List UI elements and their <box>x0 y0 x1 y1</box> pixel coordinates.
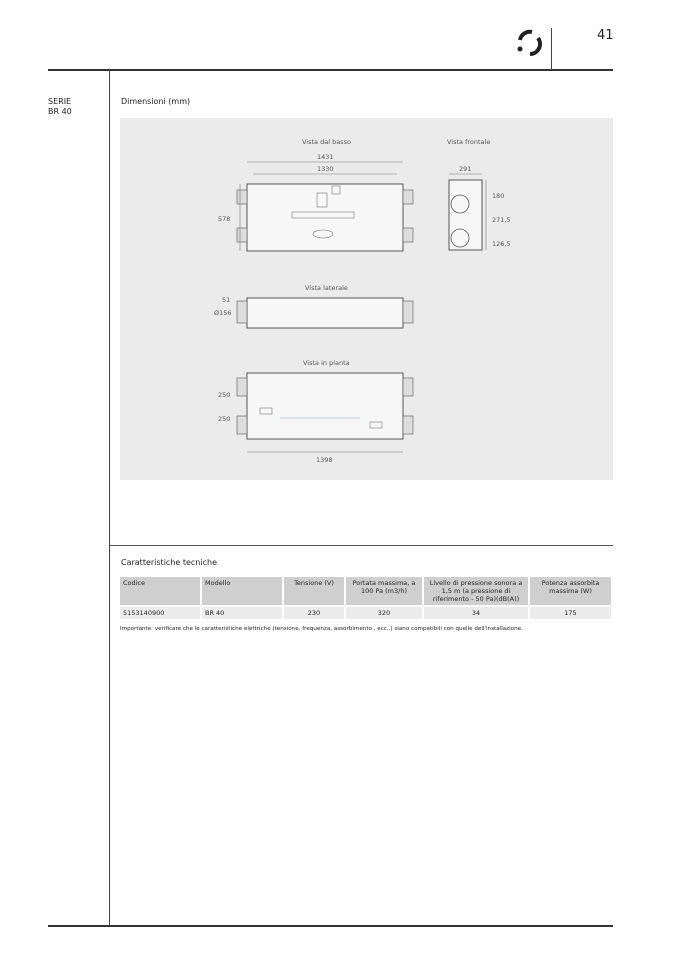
dim-width-inner: 1330 <box>317 165 334 173</box>
section-rule <box>110 545 613 546</box>
dim-plan-250a: 250 <box>218 391 231 399</box>
cell-potenza: 175 <box>529 606 612 619</box>
cell-portata: 320 <box>345 606 423 619</box>
dim-plan-width: 1398 <box>316 456 333 464</box>
view-title-front: Vista frontale <box>447 138 491 146</box>
dim-height-bottom: 578 <box>218 215 231 223</box>
page-number: 41 <box>597 28 614 43</box>
header-divider <box>551 28 552 70</box>
dim-front-width: 291 <box>459 165 472 173</box>
cell-tensione: 230 <box>283 606 345 619</box>
view-title-bottom: Vista dal basso <box>302 138 351 146</box>
sidebar-divider <box>109 70 110 926</box>
brand-logo-icon <box>514 28 544 58</box>
dim-side-51: 51 <box>222 296 231 304</box>
series-label: SERIE <box>48 97 72 106</box>
dimensions-title: Dimensioni (mm) <box>121 97 191 106</box>
specs-title: Caratteristiche tecniche <box>121 558 217 567</box>
front-view-body <box>449 180 482 250</box>
dim-side-diam: Ø156 <box>214 309 232 317</box>
header-portata: Portata massima, a 100 Pa (m3/h) <box>345 577 423 606</box>
side-view-body <box>247 298 403 328</box>
bottom-view-body <box>247 184 403 251</box>
dim-front-180: 180 <box>492 192 505 200</box>
cell-livello: 34 <box>423 606 529 619</box>
dim-width-total: 1431 <box>317 153 334 161</box>
plan-view-body <box>247 373 403 439</box>
cell-codice: 5153140900 <box>120 606 201 619</box>
specs-note: Importante: verificare che le caratteristiche elettriche (tensione, frequenza, assorbimento , ecc..) siano compatibili con quelle dell'installazione. <box>120 626 523 632</box>
dimension-drawing <box>120 118 613 480</box>
series-name: BR 40 <box>48 107 72 116</box>
header-rule <box>48 69 613 71</box>
dim-plan-250b: 250 <box>218 415 231 423</box>
footer-rule <box>48 925 613 927</box>
view-title-plan: Vista in pianta <box>303 359 350 367</box>
header-codice: Codice <box>120 577 201 606</box>
cell-modello: BR 40 <box>201 606 283 619</box>
dim-front-126: 126,5 <box>492 240 511 248</box>
header-potenza: Potenza assorbita massima (W) <box>529 577 612 606</box>
header-modello: Modello <box>201 577 283 606</box>
header-livello: Livello di pressione sonora a 1,5 m (a pressione di riferimento - 50 Pa)(dB(A)) <box>423 577 529 606</box>
header-tensione: Tensione (V) <box>283 577 345 606</box>
specs-header-row <box>120 577 612 606</box>
specs-table <box>120 577 613 619</box>
view-title-side: Vista laterale <box>305 284 348 292</box>
dim-front-271: 271,5 <box>492 216 511 224</box>
table-row <box>120 606 612 619</box>
